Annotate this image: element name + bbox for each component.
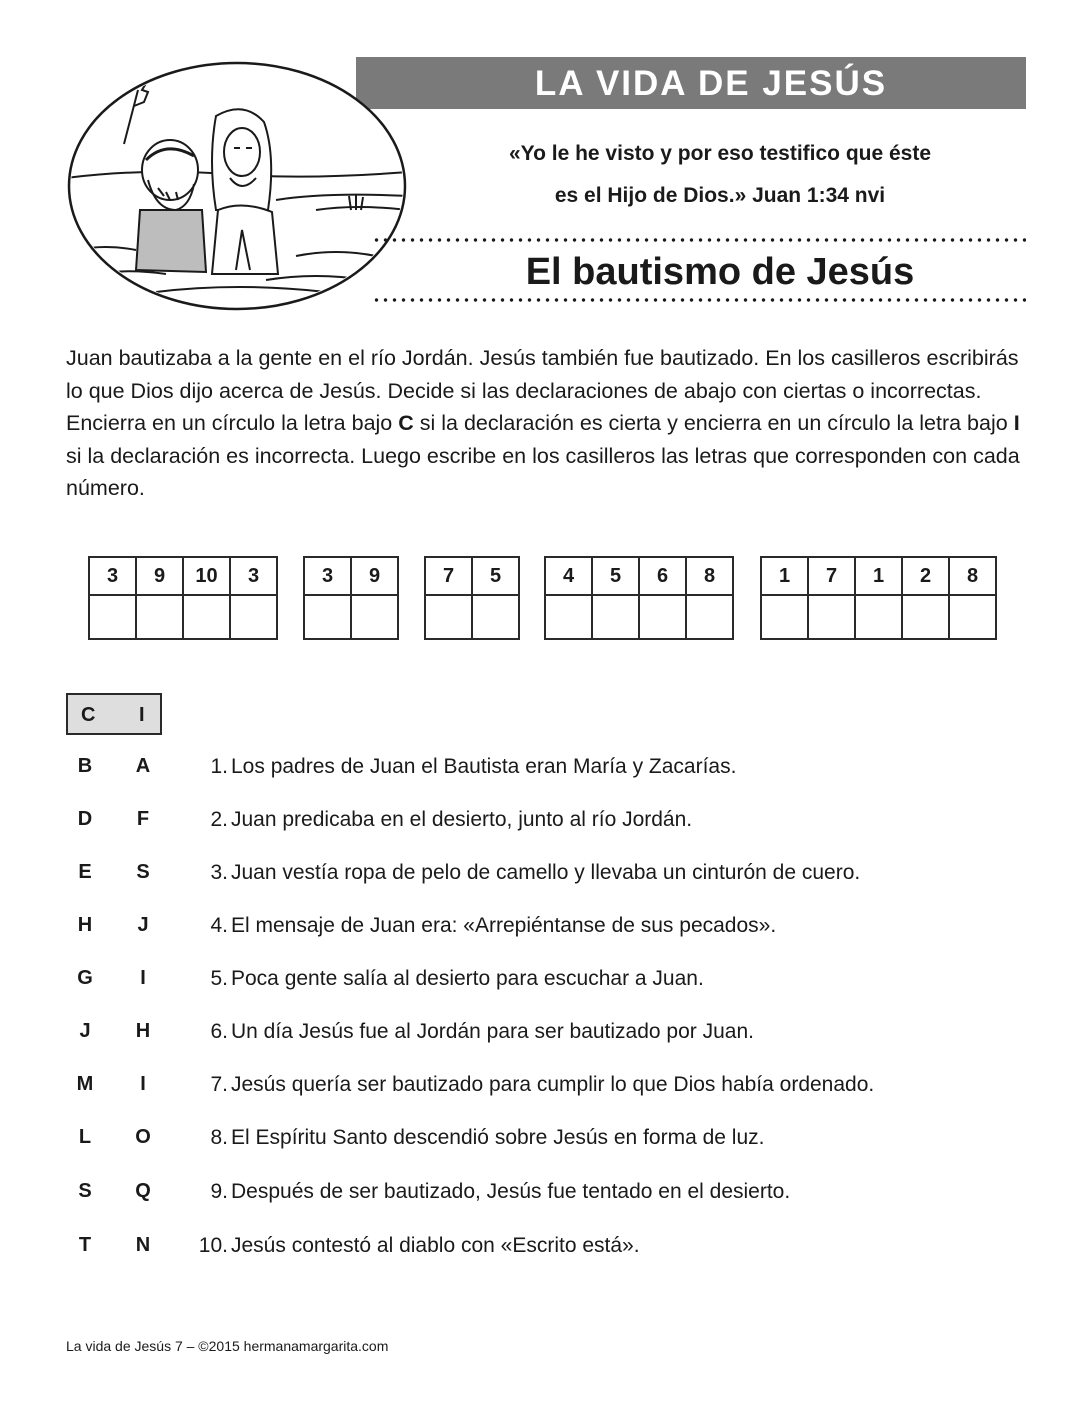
statement-row-6 bbox=[0, 1018, 1088, 1048]
statement-number: 8. bbox=[210, 1126, 228, 1149]
choice-letter-c[interactable]: J bbox=[79, 1020, 91, 1042]
ci-header-box bbox=[66, 693, 162, 735]
page-footer: La vida de Jesús 7 – ©2015 hermanamargarita.com bbox=[66, 1338, 389, 1354]
box-number: 6 bbox=[639, 557, 686, 595]
statement-number: 9. bbox=[210, 1180, 228, 1203]
statement-row-10 bbox=[0, 1232, 1088, 1262]
statement-text: Un día Jesús fue al Jordán para ser bautizado por Juan. bbox=[231, 1020, 754, 1043]
box-number: 7 bbox=[808, 557, 855, 595]
letter-box[interactable] bbox=[351, 595, 398, 639]
statement-row-8 bbox=[0, 1124, 1088, 1154]
box-number: 8 bbox=[949, 557, 996, 595]
dotted-divider-bottom bbox=[372, 298, 1026, 302]
statement-text: El mensaje de Juan era: «Arrepiéntanse de sus pecados». bbox=[231, 914, 777, 937]
statement-text: Jesús quería ser bautizado para cumplir lo que Dios había ordenado. bbox=[231, 1073, 875, 1096]
statement-number: 7. bbox=[210, 1073, 228, 1096]
letter-box[interactable] bbox=[686, 595, 733, 639]
statement-text: Jesús contestó al diablo con «Escrito está». bbox=[231, 1234, 640, 1257]
word-box-5 bbox=[760, 556, 997, 640]
statement-row-2 bbox=[0, 806, 1088, 836]
letter-box[interactable] bbox=[902, 595, 949, 639]
intro-text-part-3: si la declaración es incorrecta. Luego escribe en los casilleros las letras que corresponden con cada número. bbox=[66, 443, 1020, 500]
choice-letter-i[interactable]: I bbox=[140, 1073, 146, 1095]
statement-number: 4. bbox=[210, 914, 228, 937]
choice-letter-i[interactable]: F bbox=[136, 808, 150, 830]
letter-box[interactable] bbox=[304, 595, 351, 639]
choice-letter-c[interactable]: M bbox=[76, 1073, 94, 1095]
letter-box[interactable] bbox=[545, 595, 592, 639]
choice-letter-c[interactable]: S bbox=[78, 1180, 92, 1202]
choice-letter-c[interactable]: H bbox=[77, 914, 93, 936]
ci-header-i: I bbox=[139, 704, 145, 726]
box-number: 7 bbox=[425, 557, 472, 595]
word-box-4 bbox=[544, 556, 734, 640]
quote-line-2: es el Hijo de Dios.» Juan 1:34 nvi bbox=[554, 184, 886, 207]
statement-number: 2. bbox=[210, 808, 228, 831]
letter-box[interactable] bbox=[230, 595, 277, 639]
letter-box[interactable] bbox=[136, 595, 183, 639]
box-number: 1 bbox=[761, 557, 808, 595]
box-number: 4 bbox=[545, 557, 592, 595]
letter-box[interactable] bbox=[639, 595, 686, 639]
statement-row-1 bbox=[0, 753, 1088, 783]
box-number: 5 bbox=[592, 557, 639, 595]
statement-row-4 bbox=[0, 912, 1088, 942]
box-number: 3 bbox=[230, 557, 277, 595]
choice-letter-i[interactable]: I bbox=[140, 967, 146, 989]
letter-box[interactable] bbox=[761, 595, 808, 639]
statement-text: Los padres de Juan el Bautista eran María y Zacarías. bbox=[231, 755, 737, 778]
box-number: 2 bbox=[902, 557, 949, 595]
statement-number: 6. bbox=[210, 1020, 228, 1043]
intro-paragraph bbox=[66, 342, 1026, 505]
choice-letter-i[interactable]: J bbox=[137, 914, 149, 936]
letter-box[interactable] bbox=[183, 595, 230, 639]
choice-letter-i[interactable]: Q bbox=[135, 1180, 151, 1202]
choice-letter-i[interactable]: N bbox=[135, 1234, 151, 1256]
letter-box[interactable] bbox=[949, 595, 996, 639]
choice-letter-i[interactable]: O bbox=[135, 1126, 151, 1148]
john-baptizing-jesus-illustration bbox=[66, 60, 408, 312]
statement-row-3 bbox=[0, 859, 1088, 889]
statement-row-9 bbox=[0, 1178, 1088, 1208]
choice-letter-c[interactable]: G bbox=[77, 967, 93, 989]
statement-number: 5. bbox=[210, 967, 228, 990]
intro-letter-c: C bbox=[398, 411, 414, 435]
quote-line-1: «Yo le he visto y por eso testifico que éste bbox=[508, 142, 932, 165]
box-number: 5 bbox=[472, 557, 519, 595]
letter-box[interactable] bbox=[472, 595, 519, 639]
box-number: 9 bbox=[351, 557, 398, 595]
statement-number: 1. bbox=[210, 755, 228, 778]
dotted-divider-top bbox=[372, 238, 1026, 242]
statement-text: Poca gente salía al desierto para escuchar a Juan. bbox=[231, 967, 704, 990]
word-box-1 bbox=[88, 556, 278, 640]
word-box-2 bbox=[303, 556, 399, 640]
statement-row-5 bbox=[0, 965, 1088, 995]
box-number: 10 bbox=[183, 557, 230, 595]
box-number: 3 bbox=[304, 557, 351, 595]
statement-row-7 bbox=[0, 1071, 1088, 1101]
intro-text-part-2: si la declaración es cierta y encierra en un círculo la letra bajo bbox=[413, 411, 1014, 435]
statement-number: 3. bbox=[210, 861, 228, 884]
intro-text-part-1: Juan bautizaba a la gente en el río Jordán. Jesús también fue bautizado. En los casilleros escribirás lo que Dios dijo acerca de Jesús. Decide si las declaraciones de abajo con ciertas o incorrectas. Encierra en un círculo la letra bajo bbox=[66, 346, 1019, 435]
letter-box[interactable] bbox=[808, 595, 855, 639]
statement-text: Después de ser bautizado, Jesús fue tentado en el desierto. bbox=[231, 1180, 791, 1203]
statement-text: Juan vestía ropa de pelo de camello y llevaba un cinturón de cuero. bbox=[231, 861, 861, 884]
letter-box[interactable] bbox=[592, 595, 639, 639]
choice-letter-c[interactable]: T bbox=[78, 1234, 92, 1256]
box-number: 1 bbox=[855, 557, 902, 595]
letter-box[interactable] bbox=[855, 595, 902, 639]
statement-number: 10. bbox=[198, 1234, 228, 1257]
ci-header-c: C bbox=[81, 704, 96, 726]
choice-letter-c[interactable]: L bbox=[78, 1126, 92, 1148]
box-number: 9 bbox=[136, 557, 183, 595]
letter-box[interactable] bbox=[89, 595, 136, 639]
banner-title: LA VIDA DE JESÚS bbox=[534, 64, 888, 103]
lesson-title: El bautismo de Jesús bbox=[525, 251, 915, 293]
choice-letter-i[interactable]: A bbox=[135, 755, 151, 777]
statement-text: El Espíritu Santo descendió sobre Jesús en forma de luz. bbox=[231, 1126, 765, 1149]
choice-letter-i[interactable]: H bbox=[135, 1020, 151, 1042]
statement-text: Juan predicaba en el desierto, junto al río Jordán. bbox=[231, 808, 693, 831]
choice-letter-i[interactable]: S bbox=[136, 861, 150, 883]
choice-letter-c[interactable]: B bbox=[77, 755, 93, 777]
letter-box[interactable] bbox=[425, 595, 472, 639]
box-number: 3 bbox=[89, 557, 136, 595]
intro-letter-i: I bbox=[1013, 411, 1020, 435]
box-number: 8 bbox=[686, 557, 733, 595]
choice-letter-c[interactable]: D bbox=[77, 808, 93, 830]
word-box-3 bbox=[424, 556, 520, 640]
choice-letter-c[interactable]: E bbox=[78, 861, 92, 883]
